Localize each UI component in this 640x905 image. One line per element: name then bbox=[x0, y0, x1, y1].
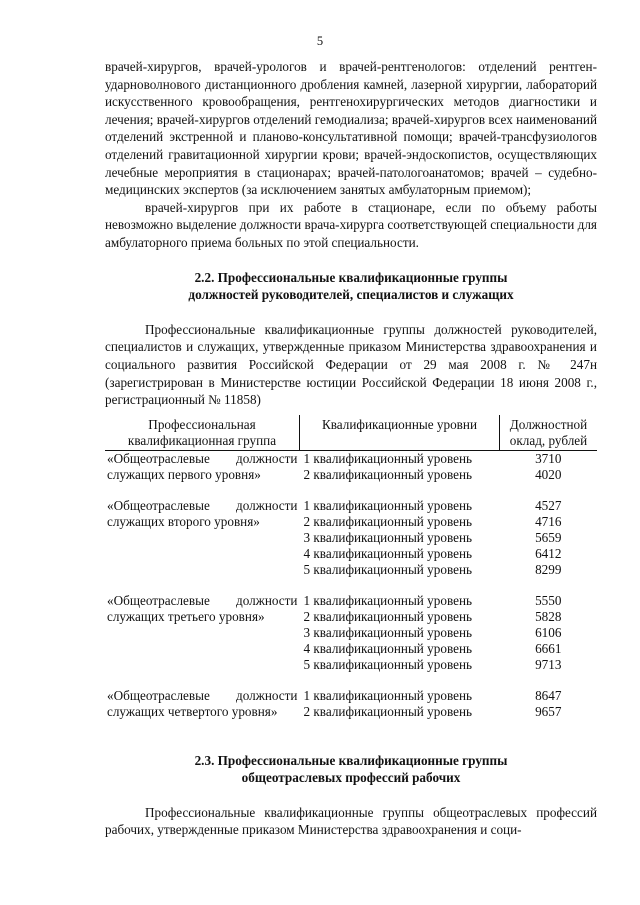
header-level: Квалификационные уровни bbox=[300, 415, 500, 451]
salary-cell: 8647 bbox=[535, 687, 562, 703]
header-group: Профессиональная квалификационная группа bbox=[105, 415, 300, 451]
salary-cell: 6412 bbox=[535, 545, 562, 561]
level-cell: 5 квалификационный уровень bbox=[303, 561, 473, 577]
salary-cell: 4716 bbox=[535, 513, 562, 529]
group-name-cell: «Общеотраслевые должности служащих третьего уровня» bbox=[107, 592, 298, 624]
level-cell: 2 квалификационный уровень bbox=[303, 608, 473, 624]
empty-group-cell bbox=[105, 546, 300, 562]
level-cell: 1 квалификационный уровень bbox=[303, 687, 473, 703]
section-2-2-title-line2: должностей руководителей, специалистов и служащих bbox=[188, 287, 514, 303]
level-cell: 3 квалификационный уровень bbox=[303, 624, 473, 640]
level-cell: 4 квалификационный уровень bbox=[303, 640, 473, 656]
qualification-table bbox=[105, 415, 597, 720]
page-number: 5 bbox=[316, 34, 324, 48]
salary-cell: 5550 bbox=[535, 592, 562, 608]
empty-group-cell bbox=[105, 530, 300, 546]
level-cell: 2 квалификационный уровень bbox=[303, 703, 473, 719]
salary-cell: 4527 bbox=[535, 497, 562, 513]
section-2-3-title-line2: общеотраслевых профессий рабочих bbox=[241, 770, 461, 786]
table-row bbox=[105, 546, 597, 562]
empty-group-cell bbox=[105, 625, 300, 641]
section-2-2-heading bbox=[105, 269, 597, 304]
section-2-2-paragraph: Профессиональные квалификационные группы должностей руководителей, специалистов и служащих, утвержденные приказом Министерства здравоохранения и социального развития Российской Федерации от 29 мая 2008 г. № 247н (зарегистрирован в Министерстве юстиции Российской Федерации 18 июня 2008 г., регистрационный № 11858) bbox=[105, 321, 597, 408]
table-row bbox=[105, 657, 597, 673]
salary-cell: 9713 bbox=[535, 656, 562, 672]
level-cell: 3 квалификационный уровень bbox=[303, 529, 473, 545]
document-body bbox=[105, 58, 597, 839]
group-name-cell: «Общеотраслевые должности служащих четвертого уровня» bbox=[107, 687, 298, 719]
salary-cell: 5659 bbox=[535, 529, 562, 545]
section-2-3-heading bbox=[105, 752, 597, 787]
group-name-cell: «Общеотраслевые должности служащих второго уровня» bbox=[107, 497, 298, 529]
level-cell: 4 квалификационный уровень bbox=[303, 545, 473, 561]
table-body bbox=[105, 450, 597, 720]
level-cell: 2 квалификационный уровень bbox=[303, 466, 473, 482]
intro-paragraph-1: врачей-хирургов, врачей-урологов и врачей-рентгенологов: отделений рентген-ударноволнового дистанционного дробления камней, лазерной хирургии, лабораторий искусственного кровообращения, рентгенохирургических методов диагностики и лечения; врачей-хирургов отделений гемодиализа; врачей-хирургов всех наименований отделений экстренной и планово-консультативной помощи; врачей-трансфузиологов отделений гравитационной хирургии крови; врачей-эндоскопистов, осуществляющих лечебные мероприятия в стационарах; врачей-патологоанатомов; врачей – судебно-медицинских экспертов (за исключением занятых амбулаторным приемом); bbox=[105, 59, 597, 198]
group-gap-row bbox=[105, 483, 597, 498]
salary-cell: 6106 bbox=[535, 624, 562, 640]
salary-cell: 3710 bbox=[535, 450, 562, 466]
salary-cell: 9657 bbox=[535, 703, 562, 719]
table-row bbox=[105, 593, 597, 609]
group-gap-row bbox=[105, 673, 597, 688]
table-row bbox=[105, 688, 597, 704]
level-cell: 1 квалификационный уровень bbox=[303, 450, 473, 466]
empty-group-cell bbox=[105, 641, 300, 657]
group-gap-row bbox=[105, 578, 597, 593]
salary-cell: 4020 bbox=[535, 466, 562, 482]
section-2-3-paragraph: Профессиональные квалификационные группы общеотраслевых профессий рабочих, утвержденные приказом Министерства здравоохранения и соци- bbox=[105, 804, 597, 838]
level-cell: 2 квалификационный уровень bbox=[303, 513, 473, 529]
table-row bbox=[105, 498, 597, 514]
empty-group-cell bbox=[105, 562, 300, 578]
table-row bbox=[105, 625, 597, 641]
salary-cell: 8299 bbox=[535, 561, 562, 577]
level-cell: 1 квалификационный уровень bbox=[303, 592, 473, 608]
table-header-row bbox=[105, 415, 597, 451]
section-2-2-title-line1: 2.2. Профессиональные квалификационные группы bbox=[194, 269, 508, 285]
table-row bbox=[105, 450, 597, 467]
section-2-3-title-line1: 2.3. Профессиональные квалификационные группы bbox=[194, 752, 508, 768]
empty-group-cell bbox=[105, 657, 300, 673]
intro-paragraph-2: врачей-хирургов при их работе в стационаре, если по объему работы невозможно выделение должности врача-хирурга соответствующей специальности для амбулаторного приема больных по этой специальности. bbox=[105, 199, 597, 250]
table-row bbox=[105, 641, 597, 657]
header-salary: Должностной оклад, рублей bbox=[500, 415, 598, 451]
salary-cell: 6661 bbox=[535, 640, 562, 656]
salary-cell: 5828 bbox=[535, 608, 562, 624]
table-row bbox=[105, 530, 597, 546]
group-name-cell: «Общеотраслевые должности служащих первого уровня» bbox=[107, 450, 298, 482]
level-cell: 1 квалификационный уровень bbox=[303, 497, 473, 513]
table-row bbox=[105, 562, 597, 578]
level-cell: 5 квалификационный уровень bbox=[303, 656, 473, 672]
